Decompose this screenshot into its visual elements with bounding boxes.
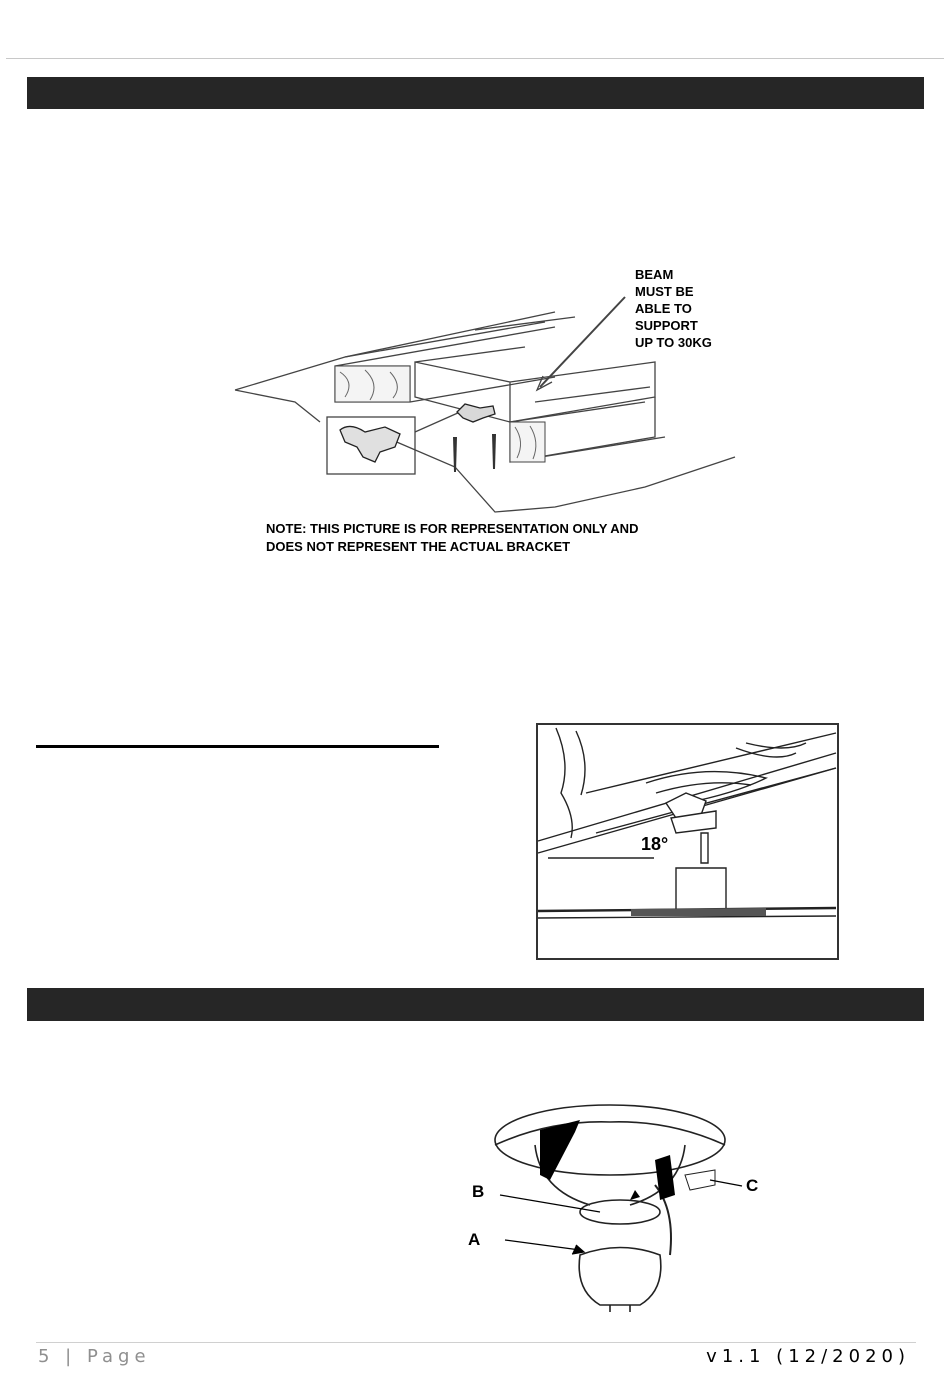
beam-mounting-illustration <box>225 262 755 562</box>
note-line: NOTE: THIS PICTURE IS FOR REPRESENTATION ONLY AND <box>266 521 639 536</box>
page-number: 5 | Page <box>38 1346 151 1367</box>
section-header-bar <box>27 988 924 1021</box>
section-header-bar <box>27 77 924 109</box>
callout-line: UP TO 30KG <box>635 335 712 350</box>
callout-line: MUST BE <box>635 284 694 299</box>
canopy-assembly-illustration <box>460 1100 780 1312</box>
sloped-ceiling-illustration <box>536 723 839 960</box>
subheading-underline <box>36 745 439 748</box>
label-a: A <box>468 1230 481 1249</box>
callout-line: SUPPORT <box>635 318 698 333</box>
callout-line: BEAM <box>635 267 674 282</box>
callout-line: ABLE TO <box>635 301 692 316</box>
version-label: v1.1 (12/2020) <box>706 1346 910 1367</box>
header-rule <box>6 58 944 59</box>
footer-rule <box>36 1342 916 1343</box>
angle-label: 18° <box>641 834 669 854</box>
label-b: B <box>472 1182 485 1201</box>
note-line: DOES NOT REPRESENT THE ACTUAL BRACKET <box>266 539 571 554</box>
label-c: C <box>746 1176 759 1195</box>
